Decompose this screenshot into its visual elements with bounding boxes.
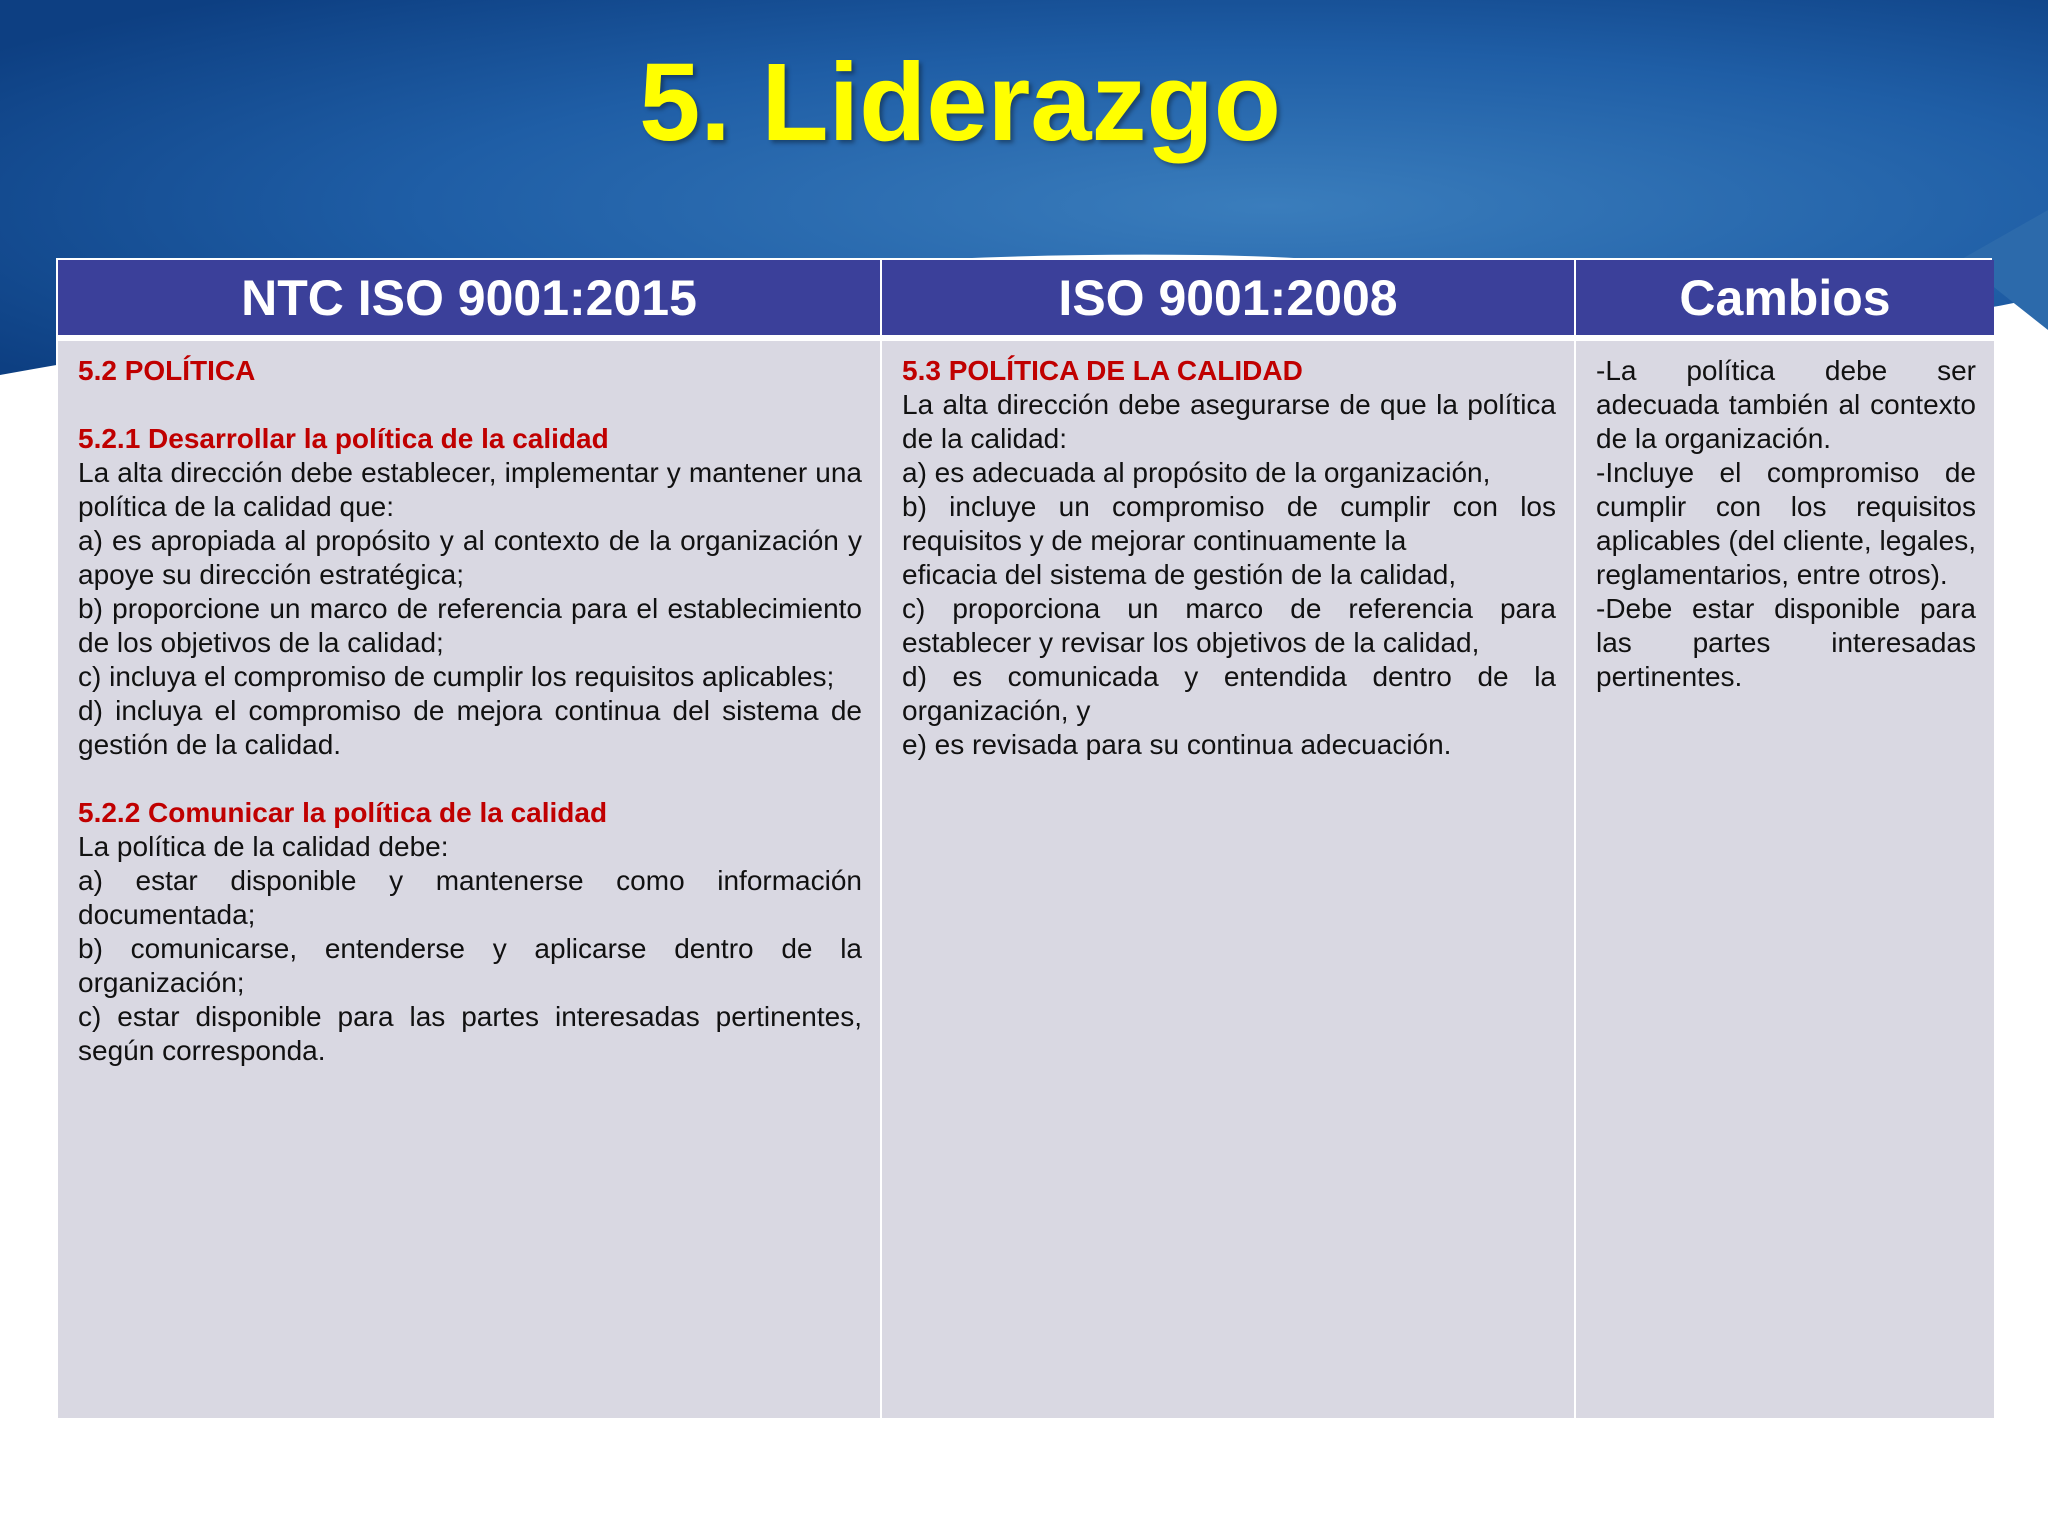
change-item: -La política debe ser adecuada también al contexto de la organización. — [1596, 355, 1976, 454]
spacer — [78, 762, 862, 796]
cell-cambios — [1576, 341, 1994, 1418]
spacer — [78, 388, 862, 422]
section-heading: 5.2.2 Comunicar la política de la calidad — [78, 797, 608, 828]
list-item: a) es apropiada al propósito y al contexto de la organización y apoye su dirección estratégica; — [78, 525, 862, 590]
section-heading: 5.2.1 Desarrollar la política de la calidad — [78, 423, 609, 454]
list-item: c) incluya el compromiso de cumplir los requisitos aplicables; — [78, 661, 835, 692]
list-item: a) estar disponible y mantenerse como información documentada; — [78, 865, 862, 930]
list-item: c) estar disponible para las partes interesadas pertinentes, según corresponda. — [78, 1001, 862, 1066]
header-iso-2008: ISO 9001:2008 — [882, 260, 1574, 339]
header-cambios: Cambios — [1576, 260, 1994, 339]
list-item: d) es comunicada y entendida dentro de la organización, y — [902, 661, 1556, 726]
list-item: c) proporciona un marco de referencia para establecer y revisar los objetivos de la calidad, — [902, 593, 1556, 658]
list-item: b) incluye un compromiso de cumplir con los requisitos y de mejorar continuamente la — [902, 491, 1556, 556]
list-item: d) incluya el compromiso de mejora continua del sistema de gestión de la calidad. — [78, 695, 862, 760]
slide-title: 5. Liderazgo — [639, 41, 1281, 164]
list-item: eficacia del sistema de gestión de la calidad, — [902, 559, 1457, 590]
list-item: a) es adecuada al propósito de la organización, — [902, 457, 1491, 488]
list-item: b) proporcione un marco de referencia para el establecimiento de los objetivos de la calidad; — [78, 593, 862, 658]
comparison-table — [56, 258, 1992, 1419]
cell-ntc-iso-2015 — [58, 341, 880, 1418]
paragraph: La política de la calidad debe: — [78, 831, 449, 862]
change-item: -Debe estar disponible para las partes interesadas pertinentes. — [1596, 593, 1976, 692]
list-item: b) comunicarse, entenderse y aplicarse dentro de la organización; — [78, 933, 862, 998]
paragraph: La alta dirección debe asegurarse de que la política de la calidad: — [902, 389, 1556, 454]
paragraph: La alta dirección debe establecer, implementar y mantener una política de la calidad que: — [78, 457, 862, 522]
cell-iso-2008 — [882, 341, 1574, 1418]
header-ntc-iso-2015: NTC ISO 9001:2015 — [58, 260, 880, 339]
section-heading: 5.2 POLÍTICA — [78, 355, 256, 386]
list-item: e) es revisada para su continua adecuación. — [902, 729, 1452, 760]
section-heading: 5.3 POLÍTICA DE LA CALIDAD — [902, 355, 1303, 386]
change-item: -Incluye el compromiso de cumplir con los requisitos aplicables (del cliente, legales, reglamentarios, entre otros). — [1596, 457, 1976, 590]
